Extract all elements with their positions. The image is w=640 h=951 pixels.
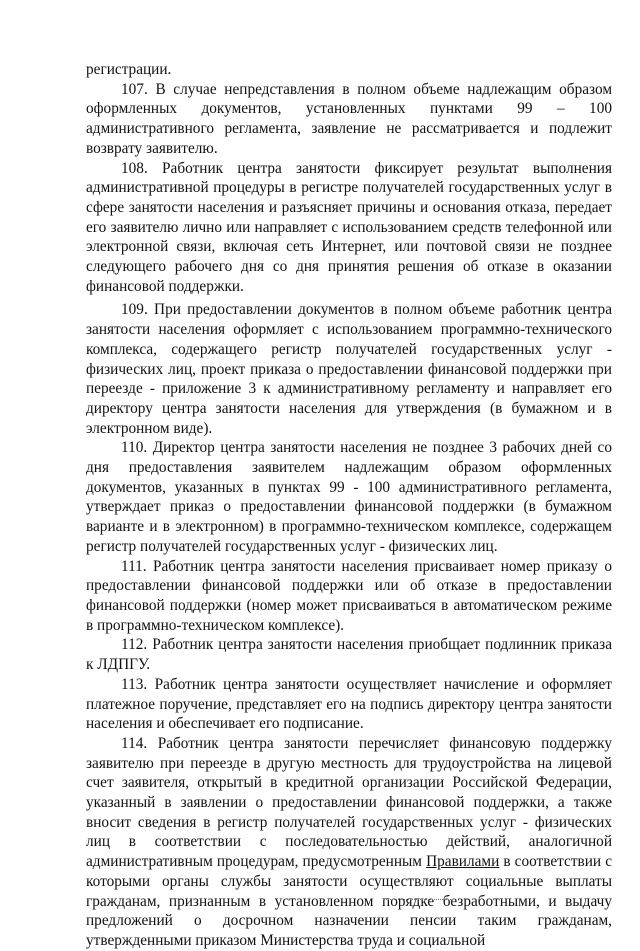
paragraph-110 — [86, 438, 612, 556]
paragraph-111 — [86, 557, 612, 636]
paragraph-text: В случае непредставления в полном объеме надлежащим образом оформленных документов, установленных пунктами 99 – 100 административного регламента, заявление не рассматривается и подлежит возврату заявителю. — [86, 80, 612, 157]
scan-mark — [383, 899, 453, 903]
paragraph-text: Директор центра занятости населения не позднее 3 рабочих дней со дня предоставления заявителем надлежащим образом оформленных документов, указанных в пунктах 99 - 100 административного регламента, утверждает приказ о предоставлении финансовой поддержки (в бумажном варианте и в электронном) в программно-техническом комплексе, содержащем регистр получателей государственных услуг - физических лиц. — [86, 439, 612, 555]
rules-link[interactable]: Правилами — [426, 853, 500, 871]
paragraph-113 — [86, 675, 612, 734]
paragraph-number: 108. — [121, 159, 148, 177]
paragraph-number: 107. — [121, 80, 148, 98]
paragraph-114 — [86, 734, 612, 951]
paragraph-text: При предоставлении документов в полном объеме работник центра занятости населения оформляет с использованием программно-технического комплекса, содержащего регистр получателей государственных услуг - физических лиц, проект приказа о предоставлении финансовой поддержки при переезде - приложение 3 к административному регламенту и направляет его директору центра занятости населения для утверждения (в бумажном и в электронном виде). — [86, 301, 612, 437]
paragraph-number: 114. — [121, 734, 148, 752]
paragraph-number: 109. — [121, 301, 148, 319]
paragraph-number: 112. — [121, 636, 148, 654]
continuation-text: регистрации. — [86, 61, 172, 78]
paragraph-108 — [86, 159, 612, 297]
paragraph-text: Работник центра занятости осуществляет начисление и оформляет платежное поручение, представляет его на подпись директору центра занятости населения и обеспечивает его подписание. — [86, 675, 612, 733]
paragraph-text: Работник центра занятости перечисляет финансовую поддержку заявителю при переезде в другую местность для трудоустройства на лицевой счет заявителя, открытый в кредитной организации Российской Федерации, указанный в заявлении о предоставлении финансовой поддержки, а также вносит сведения в регистр получателей государственных услуг - физических лиц в соответствии с последовательностью действий, аналогичной административным процедурам, предусмотренным — [86, 734, 612, 871]
paragraph-text: Работник центра занятости фиксирует результат выполнения административной процедуры в регистре получателей государственных услуг в сфере занятости населения и разъясняет причины и основания отказа, передает его заявителю лично или направляет с использованием средств телефонной или электронной связи, включая сеть Интернет, или почтовой связи не позднее следующего рабочего дня со дня принятия решения об отказе в оказании финансовой поддержки. — [86, 159, 612, 295]
document-page — [86, 60, 612, 951]
paragraph-107 — [86, 80, 612, 159]
paragraph-text-continued: в соответствии с которыми органы службы занятости осуществляют социальные выплаты гражданам, признанным в установленном порядке безработными, и выдачу предложений о досрочном назначении пенсии таким гражданам, утвержденными приказом Министерства труда и социальной — [86, 853, 612, 949]
paragraph-text: Работник центра занятости населения приобщает подлинник приказа к ЛДПГУ. — [86, 636, 612, 674]
paragraph-112 — [86, 635, 612, 674]
paragraph-text: Работник центра занятости населения присваивает номер приказу о предоставлении финансовой поддержки или об отказе в предоставлении финансовой поддержки (номер может присваиваться в автоматическом режиме в программно-техническом комплексе). — [86, 557, 613, 634]
paragraph-number: 111. — [121, 557, 147, 575]
paragraph-number: 110. — [121, 439, 148, 457]
paragraph-109 — [86, 300, 612, 438]
paragraph-number: 113. — [121, 675, 148, 693]
